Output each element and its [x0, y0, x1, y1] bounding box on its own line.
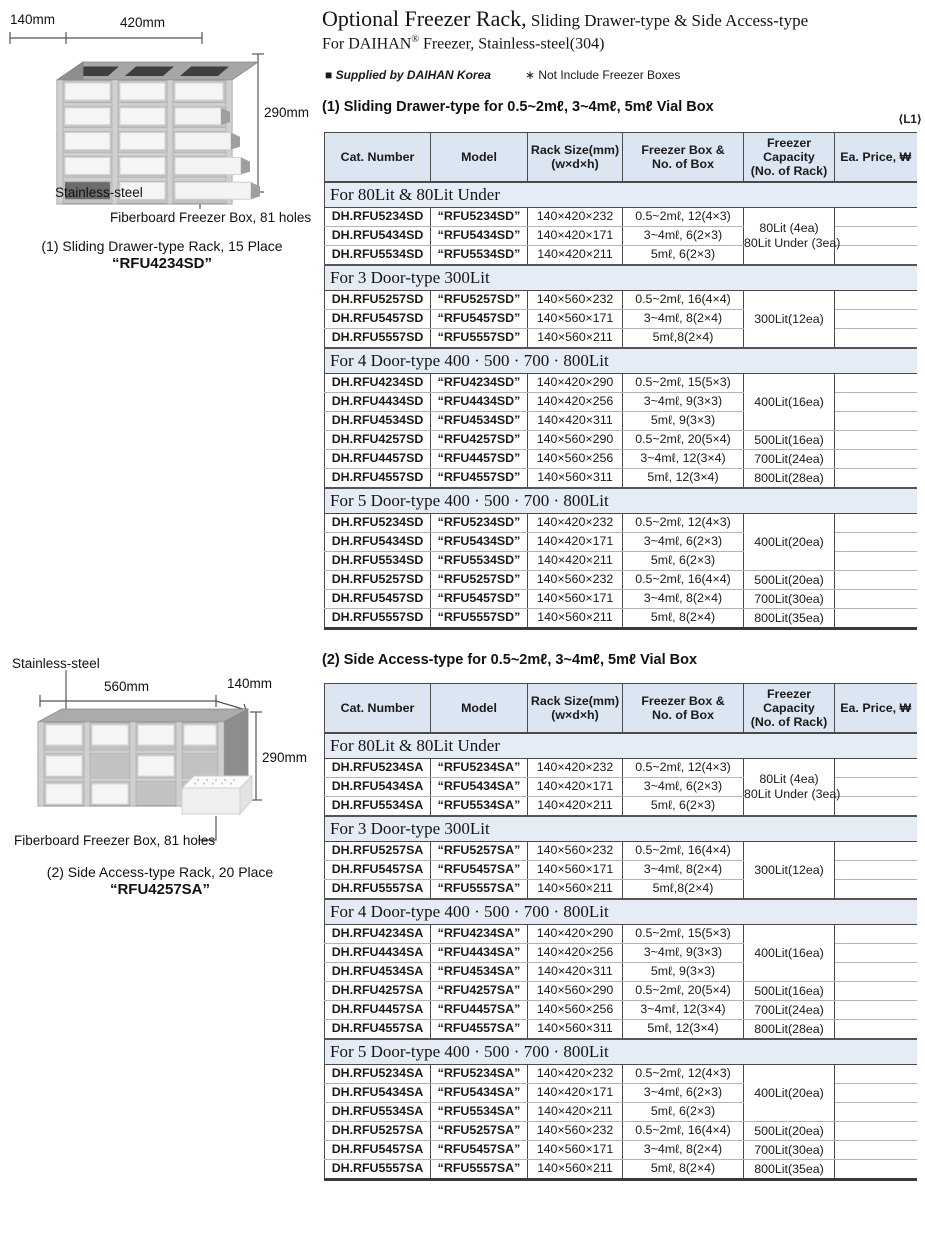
column-header: Rack Size(mm) (w×d×h)	[528, 684, 623, 734]
cell-rack-size: 140×560×211	[528, 329, 623, 349]
cell-price	[835, 1084, 917, 1103]
cell-freezer-box: 5mℓ,8(2×4)	[623, 880, 744, 900]
cell-freezer-capacity: 800Lit(28ea)	[744, 1020, 835, 1040]
cell-freezer-box: 5mℓ, 6(2×3)	[623, 246, 744, 266]
cell-rack-size: 140×420×311	[528, 412, 623, 431]
cell-cat-number: DH.RFU5257SA	[325, 842, 431, 861]
cell-freezer-box: 5mℓ, 6(2×3)	[623, 552, 744, 571]
cell-price	[835, 450, 917, 469]
table-row	[325, 431, 917, 450]
cell-freezer-box: 0.5~2mℓ, 15(5×3)	[623, 925, 744, 944]
cell-freezer-capacity: 400Lit(16ea)	[744, 374, 835, 431]
cell-freezer-box: 0.5~2mℓ, 20(5×4)	[623, 431, 744, 450]
cell-price	[835, 778, 917, 797]
column-header: Ea. Price, ₩	[835, 133, 917, 183]
cell-cat-number: DH.RFU5257SA	[325, 1122, 431, 1141]
cell-price	[835, 291, 917, 310]
table-row	[325, 291, 917, 310]
cell-price	[835, 469, 917, 489]
cell-freezer-box: 0.5~2mℓ, 16(4×4)	[623, 1122, 744, 1141]
section-title: For 3 Door-type 300Lit	[325, 265, 917, 291]
cell-freezer-capacity: 400Lit(16ea)	[744, 925, 835, 982]
figure2-model: “RFU4257SA”	[109, 881, 211, 898]
cell-freezer-capacity: 700Lit(30ea)	[744, 1141, 835, 1160]
cell-cat-number: DH.RFU5434SA	[325, 778, 431, 797]
cell-price	[835, 552, 917, 571]
section-title: For 80Lit & 80Lit Under	[325, 182, 917, 208]
cell-cat-number: DH.RFU4557SA	[325, 1020, 431, 1040]
subtitle-text-2: Freezer, Stainless-steel(304)	[418, 35, 605, 53]
cell-model: “RFU4257SA”	[431, 982, 528, 1001]
cell-price	[835, 1065, 917, 1084]
cell-rack-size: 140×560×171	[528, 1141, 623, 1160]
cell-rack-size: 140×420×211	[528, 1103, 623, 1122]
cell-freezer-capacity: 500Lit(20ea)	[744, 1122, 835, 1141]
cell-price	[835, 1160, 917, 1180]
cell-model: “RFU5234SD”	[431, 514, 528, 533]
cell-price	[835, 412, 917, 431]
supplied-note	[325, 68, 491, 82]
table-row	[325, 450, 917, 469]
cell-freezer-box: 3~4mℓ, 8(2×4)	[623, 310, 744, 329]
dim-width: 560mm	[104, 679, 150, 694]
cell-model: “RFU5534SA”	[431, 1103, 528, 1122]
cell-cat-number: DH.RFU4434SA	[325, 944, 431, 963]
cell-freezer-capacity: 400Lit(20ea)	[744, 1065, 835, 1122]
cell-price	[835, 982, 917, 1001]
column-header: Rack Size(mm) (w×d×h)	[528, 133, 623, 183]
section-row	[325, 182, 917, 208]
cell-cat-number: DH.RFU5457SD	[325, 590, 431, 609]
section-title: For 3 Door-type 300Lit	[325, 816, 917, 842]
cell-cat-number: DH.RFU5534SD	[325, 246, 431, 266]
asterisk-icon: ∗	[524, 68, 535, 82]
cell-price	[835, 246, 917, 266]
cell-cat-number: DH.RFU5457SD	[325, 310, 431, 329]
cell-cat-number: DH.RFU5557SA	[325, 880, 431, 900]
table-row	[325, 590, 917, 609]
column-header: Ea. Price, ₩	[835, 684, 917, 734]
figure2-caption: (2) Side Access-type Rack, 20 Place	[46, 864, 274, 880]
cell-freezer-capacity: 80Lit (4ea) 80Lit Under (3ea)	[744, 759, 835, 817]
cell-freezer-box: 5mℓ, 8(2×4)	[623, 1160, 744, 1180]
section-row	[325, 348, 917, 374]
cell-cat-number: DH.RFU4234SD	[325, 374, 431, 393]
cell-price	[835, 431, 917, 450]
cell-price	[835, 208, 917, 227]
cell-freezer-capacity: 500Lit(16ea)	[744, 431, 835, 450]
cell-model: “RFU5457SD”	[431, 590, 528, 609]
material-label: Stainless-steel	[12, 656, 100, 671]
sliding-drawers	[175, 83, 260, 199]
column-header: Cat. Number	[325, 133, 431, 183]
cell-model: “RFU5234SA”	[431, 759, 528, 778]
cell-model: “RFU4434SA”	[431, 944, 528, 963]
cell-price	[835, 797, 917, 817]
cell-model: “RFU5534SD”	[431, 552, 528, 571]
cell-cat-number: DH.RFU5457SA	[325, 861, 431, 880]
cell-freezer-box: 0.5~2mℓ, 16(4×4)	[623, 291, 744, 310]
cell-cat-number: DH.RFU4457SA	[325, 1001, 431, 1020]
table-row	[325, 469, 917, 489]
section-title: For 80Lit & 80Lit Under	[325, 733, 917, 759]
cell-freezer-box: 0.5~2mℓ, 12(4×3)	[623, 514, 744, 533]
cell-price	[835, 590, 917, 609]
cell-model: “RFU5434SA”	[431, 1084, 528, 1103]
cell-model: “RFU5534SD”	[431, 246, 528, 266]
cell-rack-size: 140×420×232	[528, 514, 623, 533]
cell-model: “RFU5257SD”	[431, 291, 528, 310]
registered-mark-icon: ®	[411, 34, 419, 45]
cell-freezer-box: 5mℓ, 12(3×4)	[623, 469, 744, 489]
fiberboard-box-label: Fiberboard Freezer Box, 81 holes	[110, 210, 312, 225]
cell-cat-number: DH.RFU5534SA	[325, 797, 431, 817]
cell-price	[835, 1141, 917, 1160]
cell-rack-size: 140×420×171	[528, 778, 623, 797]
cell-cat-number: DH.RFU5234SD	[325, 208, 431, 227]
cell-price	[835, 1020, 917, 1040]
cell-freezer-box: 3~4mℓ, 8(2×4)	[623, 590, 744, 609]
cell-cat-number: DH.RFU5434SA	[325, 1084, 431, 1103]
cell-rack-size: 140×420×311	[528, 963, 623, 982]
cell-rack-size: 140×420×256	[528, 944, 623, 963]
cell-cat-number: DH.RFU5234SD	[325, 514, 431, 533]
cell-rack-size: 140×560×171	[528, 310, 623, 329]
table-row	[325, 1065, 917, 1084]
column-header: Freezer Capacity (No. of Rack)	[744, 133, 835, 183]
cell-freezer-box: 3~4mℓ, 12(3×4)	[623, 450, 744, 469]
cell-freezer-capacity: 700Lit(30ea)	[744, 590, 835, 609]
figure-side-access-rack	[0, 650, 320, 900]
cell-rack-size: 140×560×311	[528, 469, 623, 489]
cell-cat-number: DH.RFU4457SD	[325, 450, 431, 469]
cell-freezer-box: 0.5~2mℓ, 16(4×4)	[623, 571, 744, 590]
cell-freezer-box: 3~4mℓ, 9(3×3)	[623, 944, 744, 963]
cell-rack-size: 140×560×211	[528, 609, 623, 629]
cell-price	[835, 609, 917, 629]
table-row	[325, 1141, 917, 1160]
cell-model: “RFU5557SD”	[431, 329, 528, 349]
cell-rack-size: 140×560×256	[528, 450, 623, 469]
header-row	[325, 684, 917, 734]
cell-rack-size: 140×560×232	[528, 1122, 623, 1141]
cell-rack-size: 140×420×171	[528, 227, 623, 246]
cell-model: “RFU5557SA”	[431, 880, 528, 900]
cell-freezer-capacity: 700Lit(24ea)	[744, 1001, 835, 1020]
cell-price	[835, 861, 917, 880]
cell-cat-number: DH.RFU4557SD	[325, 469, 431, 489]
section-row	[325, 899, 917, 925]
cell-price	[835, 227, 917, 246]
cell-model: “RFU5257SA”	[431, 1122, 528, 1141]
cell-freezer-capacity: 500Lit(16ea)	[744, 982, 835, 1001]
section-title: For 4 Door-type 400 · 500 · 700 · 800Lit	[325, 348, 917, 374]
cell-rack-size: 140×560×211	[528, 880, 623, 900]
page-title	[322, 6, 922, 32]
cell-rack-size: 140×420×211	[528, 246, 623, 266]
cell-freezer-box: 3~4mℓ, 6(2×3)	[623, 1084, 744, 1103]
cell-model: “RFU5557SD”	[431, 609, 528, 629]
dim-width: 420mm	[120, 15, 166, 30]
section-title: For 5 Door-type 400 · 500 · 700 · 800Lit	[325, 1039, 917, 1065]
cell-cat-number: DH.RFU5234SA	[325, 1065, 431, 1084]
cell-cat-number: DH.RFU4434SD	[325, 393, 431, 412]
cell-model: “RFU5434SD”	[431, 227, 528, 246]
section-row	[325, 816, 917, 842]
not-include-note-text: Not Include Freezer Boxes	[535, 68, 681, 82]
table2-wrap	[324, 683, 916, 1181]
spec-table-side-access	[324, 683, 917, 1181]
cell-cat-number: DH.RFU5434SD	[325, 533, 431, 552]
section-title: For 5 Door-type 400 · 500 · 700 · 800Lit	[325, 488, 917, 514]
cell-freezer-box: 3~4mℓ, 6(2×3)	[623, 778, 744, 797]
cell-rack-size: 140×560×232	[528, 571, 623, 590]
dim-height: 290mm	[264, 105, 310, 120]
cell-cat-number: DH.RFU5557SD	[325, 609, 431, 629]
cell-freezer-capacity: 800Lit(28ea)	[744, 469, 835, 489]
cell-freezer-box: 5mℓ, 6(2×3)	[623, 797, 744, 817]
cell-model: “RFU4557SA”	[431, 1020, 528, 1040]
cell-rack-size: 140×420×232	[528, 208, 623, 227]
cell-price	[835, 944, 917, 963]
cell-model: “RFU4534SD”	[431, 412, 528, 431]
page-tag: ⟨L1⟩	[898, 114, 922, 126]
pulled-out-box	[182, 776, 252, 814]
cell-price	[835, 514, 917, 533]
cell-cat-number: DH.RFU5457SA	[325, 1141, 431, 1160]
cell-price	[835, 571, 917, 590]
table-row	[325, 374, 917, 393]
cell-price	[835, 963, 917, 982]
cell-model: “RFU4234SD”	[431, 374, 528, 393]
cell-freezer-box: 3~4mℓ, 9(3×3)	[623, 393, 744, 412]
cell-freezer-box: 0.5~2mℓ, 15(5×3)	[623, 374, 744, 393]
cell-freezer-capacity: 500Lit(20ea)	[744, 571, 835, 590]
cell-freezer-capacity: 300Lit(12ea)	[744, 291, 835, 349]
table-row	[325, 609, 917, 629]
column-header: Cat. Number	[325, 684, 431, 734]
material-label: Stainless-steel	[55, 185, 143, 200]
page-title-main: Optional Freezer Rack,	[322, 6, 527, 31]
fiberboard-box-label: Fiberboard Freezer Box, 81 holes	[14, 833, 216, 848]
supplied-note-text: Supplied by DAIHAN Korea	[332, 68, 491, 82]
cell-model: “RFU4557SD”	[431, 469, 528, 489]
cell-model: “RFU4534SA”	[431, 963, 528, 982]
cell-freezer-box: 0.5~2mℓ, 12(4×3)	[623, 759, 744, 778]
cell-freezer-box: 5mℓ, 6(2×3)	[623, 1103, 744, 1122]
cell-cat-number: DH.RFU4234SA	[325, 925, 431, 944]
table-row	[325, 1160, 917, 1180]
cell-price	[835, 1001, 917, 1020]
cell-price	[835, 310, 917, 329]
cell-rack-size: 140×560×171	[528, 590, 623, 609]
table1-wrap	[324, 132, 916, 630]
cell-cat-number: DH.RFU5534SA	[325, 1103, 431, 1122]
cell-cat-number: DH.RFU4257SD	[325, 431, 431, 450]
cell-freezer-box: 5mℓ,8(2×4)	[623, 329, 744, 349]
cell-freezer-box: 3~4mℓ, 6(2×3)	[623, 227, 744, 246]
notes-row	[325, 68, 680, 82]
cell-rack-size: 140×560×290	[528, 431, 623, 450]
cell-rack-size: 140×420×256	[528, 393, 623, 412]
cell-cat-number: DH.RFU5534SD	[325, 552, 431, 571]
not-include-note	[525, 68, 680, 82]
cell-freezer-capacity: 300Lit(12ea)	[744, 842, 835, 900]
cell-freezer-box: 0.5~2mℓ, 16(4×4)	[623, 842, 744, 861]
cell-price	[835, 1103, 917, 1122]
spec-table-sliding-drawer	[324, 132, 917, 630]
cell-freezer-box: 3~4mℓ, 12(3×4)	[623, 1001, 744, 1020]
cell-model: “RFU5434SA”	[431, 778, 528, 797]
square-bullet-icon: ■	[325, 68, 333, 82]
cell-model: “RFU5457SA”	[431, 1141, 528, 1160]
cell-freezer-box: 5mℓ, 9(3×3)	[623, 412, 744, 431]
cell-rack-size: 140×560×256	[528, 1001, 623, 1020]
cell-rack-size: 140×560×232	[528, 291, 623, 310]
cell-model: “RFU4257SD”	[431, 431, 528, 450]
section-row	[325, 488, 917, 514]
table-row	[325, 1020, 917, 1040]
cell-rack-size: 140×420×211	[528, 552, 623, 571]
cell-freezer-box: 5mℓ, 9(3×3)	[623, 963, 744, 982]
cell-freezer-box: 3~4mℓ, 8(2×4)	[623, 861, 744, 880]
page-title-sub: Sliding Drawer-type & Side Access-type	[526, 11, 809, 30]
section-row	[325, 733, 917, 759]
dim-height: 290mm	[262, 750, 308, 765]
cell-model: “RFU5434SD”	[431, 533, 528, 552]
cell-cat-number: DH.RFU5234SA	[325, 759, 431, 778]
dim-depth: 140mm	[227, 676, 273, 691]
cell-cat-number: DH.RFU4534SD	[325, 412, 431, 431]
table-row	[325, 514, 917, 533]
cell-rack-size: 140×420×290	[528, 925, 623, 944]
cell-freezer-capacity: 700Lit(24ea)	[744, 450, 835, 469]
cell-freezer-box: 0.5~2mℓ, 12(4×3)	[623, 208, 744, 227]
cell-freezer-capacity: 80Lit (4ea) 80Lit Under (3ea)	[744, 208, 835, 266]
column-header: Freezer Box & No. of Box	[623, 684, 744, 734]
cell-rack-size: 140×420×171	[528, 1084, 623, 1103]
cell-rack-size: 140×420×290	[528, 374, 623, 393]
cell-freezer-box: 0.5~2mℓ, 20(5×4)	[623, 982, 744, 1001]
cell-model: “RFU4234SA”	[431, 925, 528, 944]
table-row	[325, 1122, 917, 1141]
column-header: Freezer Capacity (No. of Rack)	[744, 684, 835, 734]
table2-heading: (2) Side Access-type for 0.5~2mℓ, 3~4mℓ, 5mℓ Vial Box	[322, 652, 698, 668]
cell-rack-size: 140×420×232	[528, 1065, 623, 1084]
cell-cat-number: DH.RFU5557SA	[325, 1160, 431, 1180]
header-row	[325, 133, 917, 183]
column-header: Model	[431, 133, 528, 183]
cell-price	[835, 393, 917, 412]
cell-price	[835, 925, 917, 944]
cell-rack-size: 140×420×232	[528, 759, 623, 778]
page-subtitle	[322, 34, 604, 53]
cell-cat-number: DH.RFU5434SD	[325, 227, 431, 246]
cell-price	[835, 880, 917, 900]
table-row	[325, 1001, 917, 1020]
table-row	[325, 759, 917, 778]
cell-freezer-box: 3~4mℓ, 6(2×3)	[623, 533, 744, 552]
cell-price	[835, 329, 917, 349]
cell-model: “RFU5557SA”	[431, 1160, 528, 1180]
cell-rack-size: 140×420×211	[528, 797, 623, 817]
cell-price	[835, 842, 917, 861]
cell-model: “RFU5457SD”	[431, 310, 528, 329]
cell-cat-number: DH.RFU4257SA	[325, 982, 431, 1001]
cell-cat-number: DH.RFU4534SA	[325, 963, 431, 982]
table-row	[325, 571, 917, 590]
cell-rack-size: 140×560×290	[528, 982, 623, 1001]
cell-model: “RFU5257SA”	[431, 842, 528, 861]
cell-freezer-capacity: 800Lit(35ea)	[744, 1160, 835, 1180]
section-row	[325, 1039, 917, 1065]
cell-freezer-box: 3~4mℓ, 8(2×4)	[623, 1141, 744, 1160]
cell-cat-number: DH.RFU5557SD	[325, 329, 431, 349]
cell-rack-size: 140×560×211	[528, 1160, 623, 1180]
table-row	[325, 842, 917, 861]
cell-freezer-box: 0.5~2mℓ, 12(4×3)	[623, 1065, 744, 1084]
cell-model: “RFU4457SA”	[431, 1001, 528, 1020]
dim-depth: 140mm	[10, 12, 56, 27]
cell-rack-size: 140×560×171	[528, 861, 623, 880]
figure1-caption: (1) Sliding Drawer-type Rack, 15 Place	[41, 238, 283, 254]
cell-model: “RFU5534SA”	[431, 797, 528, 817]
cell-price	[835, 533, 917, 552]
cell-freezer-box: 5mℓ, 12(3×4)	[623, 1020, 744, 1040]
cell-model: “RFU5257SD”	[431, 571, 528, 590]
cell-model: “RFU4457SD”	[431, 450, 528, 469]
cell-rack-size: 140×420×171	[528, 533, 623, 552]
cell-price	[835, 374, 917, 393]
cell-freezer-box: 5mℓ, 8(2×4)	[623, 609, 744, 629]
cell-model: “RFU5234SA”	[431, 1065, 528, 1084]
table-row	[325, 925, 917, 944]
cell-model: “RFU5457SA”	[431, 861, 528, 880]
cell-model: “RFU5234SD”	[431, 208, 528, 227]
cell-freezer-capacity: 400Lit(20ea)	[744, 514, 835, 571]
cell-rack-size: 140×560×311	[528, 1020, 623, 1040]
column-header: Model	[431, 684, 528, 734]
figure-sliding-drawer-rack	[2, 2, 322, 287]
table-row	[325, 208, 917, 227]
cell-price	[835, 1122, 917, 1141]
table-row	[325, 982, 917, 1001]
subtitle-text: For DAIHAN	[322, 35, 412, 53]
cell-cat-number: DH.RFU5257SD	[325, 291, 431, 310]
cell-cat-number: DH.RFU5257SD	[325, 571, 431, 590]
cell-freezer-capacity: 800Lit(35ea)	[744, 609, 835, 629]
cell-price	[835, 759, 917, 778]
section-row	[325, 265, 917, 291]
figure1-model: “RFU4234SD”	[111, 255, 213, 272]
cell-model: “RFU4434SD”	[431, 393, 528, 412]
column-header: Freezer Box & No. of Box	[623, 133, 744, 183]
table1-heading: (1) Sliding Drawer-type for 0.5~2mℓ, 3~4mℓ, 5mℓ Vial Box	[322, 99, 714, 115]
section-title: For 4 Door-type 400 · 500 · 700 · 800Lit	[325, 899, 917, 925]
cell-rack-size: 140×560×232	[528, 842, 623, 861]
